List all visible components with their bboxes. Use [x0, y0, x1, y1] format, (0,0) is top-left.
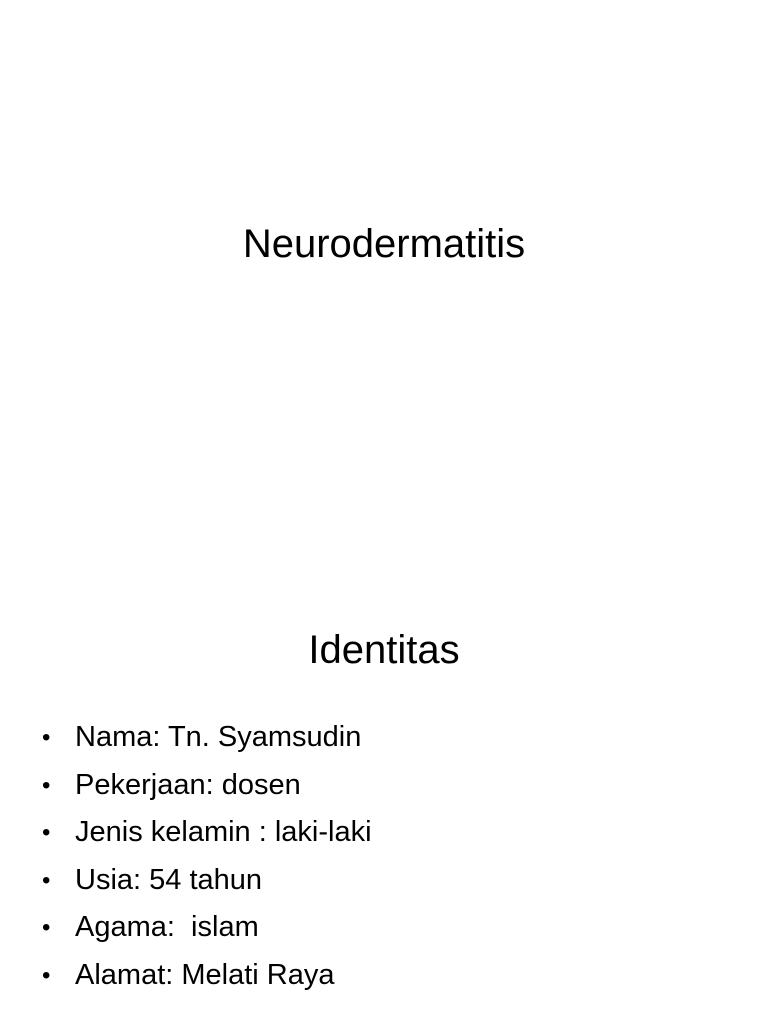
slide-identitas — [0, 576, 768, 1024]
bullet-icon: • — [42, 914, 51, 941]
bullet-icon: • — [42, 866, 51, 894]
slide-title: Neurodermatitis — [242, 222, 526, 266]
bullet-icon: • — [42, 724, 51, 751]
list-item — [40, 809, 740, 857]
list-item — [40, 904, 740, 952]
bullet-icon: • — [42, 961, 51, 989]
list-item-text: Alamat: Melati Raya — [75, 958, 335, 991]
list-item — [40, 762, 740, 810]
list-item — [40, 857, 740, 905]
list-item-text: Agama: islam — [75, 911, 259, 943]
list-item-text: Nama: Tn. Syamsudin — [75, 721, 362, 753]
bullet-icon: • — [42, 771, 51, 799]
list-item-text: Usia: 54 tahun — [75, 863, 263, 896]
list-item-text: Pekerjaan: dosen — [75, 768, 301, 801]
identity-list — [40, 714, 740, 999]
bullet-icon: • — [42, 819, 51, 846]
list-item — [40, 952, 740, 1000]
list-item-text: Jenis kelamin : laki-laki — [75, 816, 372, 848]
list-item — [40, 714, 740, 762]
section-title: Identitas — [308, 628, 460, 672]
